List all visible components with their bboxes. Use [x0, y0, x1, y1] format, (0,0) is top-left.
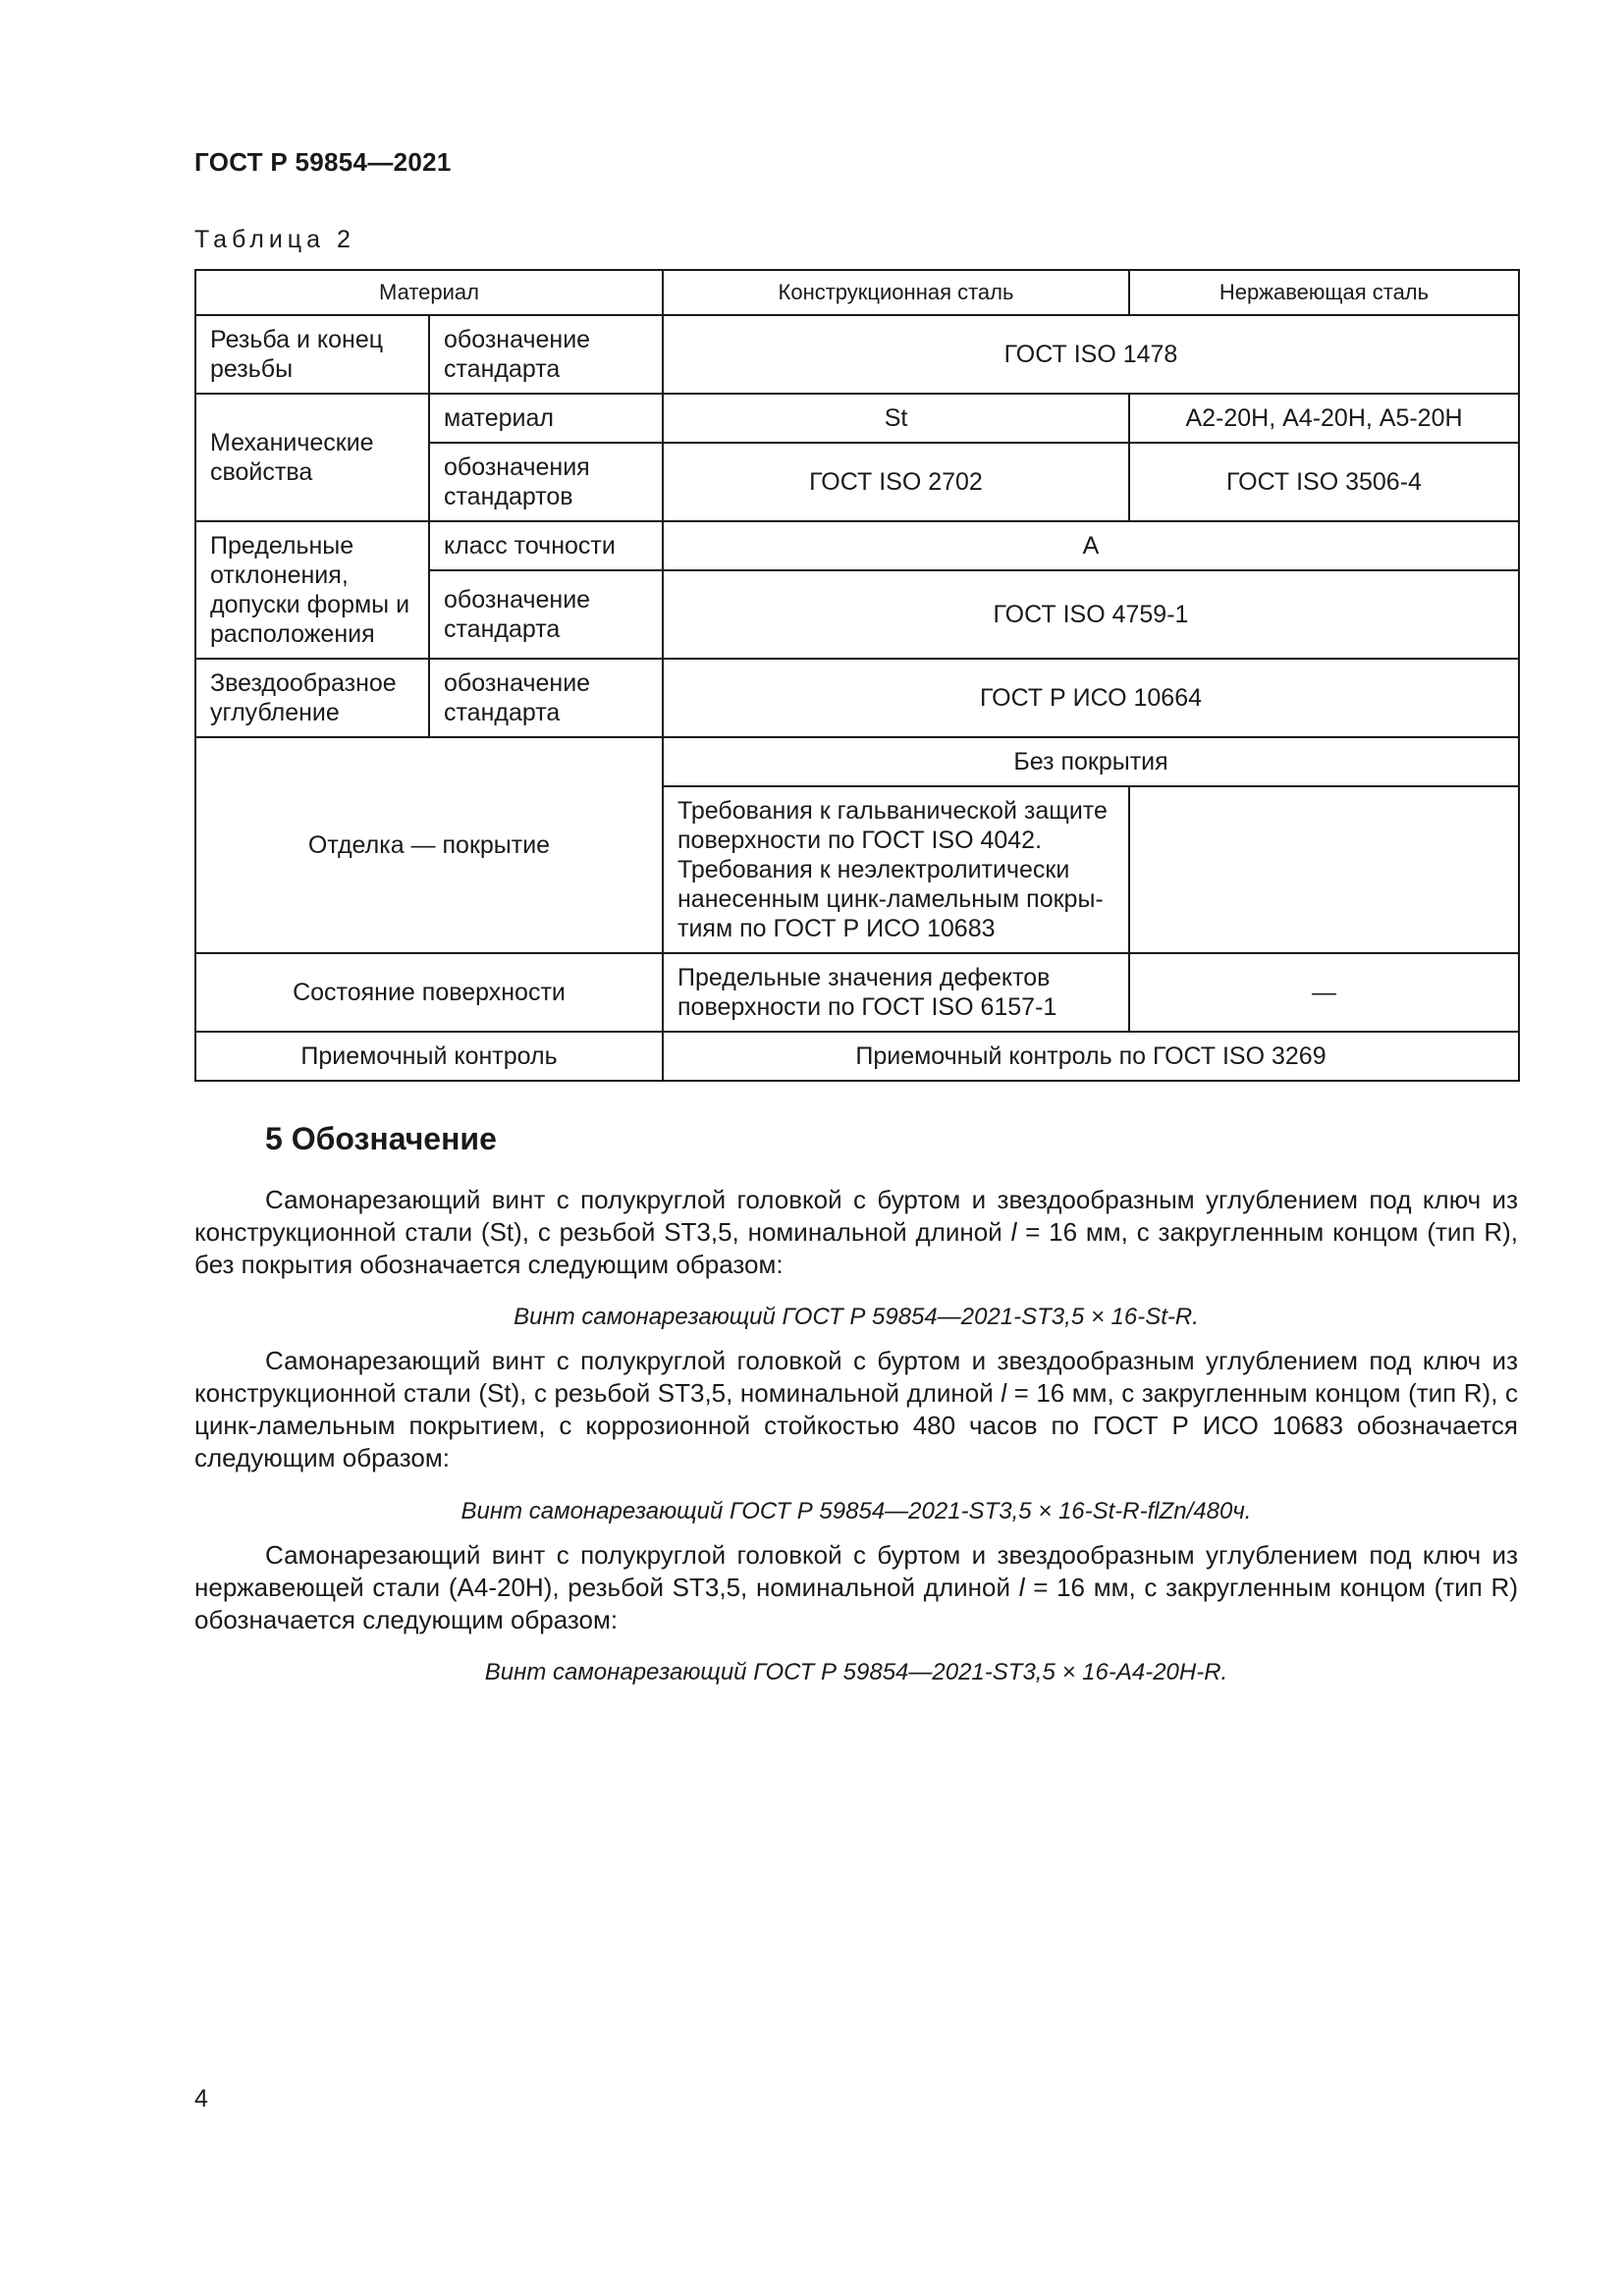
section-title: 5 Обозначение: [265, 1121, 497, 1156]
designation-example-1: Винт самонарезающий ГОСТ Р 59854—2021-ST3,5 × 16-St-R.: [514, 1304, 1199, 1330]
table-row-mechanical-material: [195, 394, 1519, 443]
paragraph-2-length-variable: l: [1001, 1378, 1007, 1408]
cell-finish-common: Без покрытия: [663, 737, 1519, 786]
row-param-mechanical-standards: обозначения стандартов: [429, 443, 663, 521]
page-number: 4: [194, 2085, 208, 2112]
paragraph-2-text-end: = 16 мм, с закругленным концом (тип R), с цинк-ламельным покрытием, с коррозионной стойкостью 480 часов по ГОСТ Р ИСО 10683 обозначается следующим образом:: [194, 1378, 1518, 1472]
cell-stainless-surface: —: [1129, 953, 1519, 1032]
paragraph-1: [194, 1184, 1518, 1281]
paragraph-3: [194, 1539, 1518, 1636]
table-row-thread: [195, 315, 1519, 394]
designation-example-3: Винт самонарезающий ГОСТ Р 59854—2021-ST3,5 × 16-А4-20Н-R.: [484, 1659, 1228, 1685]
row-param-thread-standard: обозначение стандарта: [429, 315, 663, 394]
header-stainless-steel: Нержавеющая сталь: [1129, 270, 1519, 315]
table-row-finish-common: [195, 737, 1519, 786]
header-structural-steel: Конструкционная сталь: [663, 270, 1129, 315]
cell-structural-standard: ГОСТ ISO 2702: [663, 443, 1129, 521]
table-row-tolerance-class: [195, 521, 1519, 570]
cell-stainless-standard: ГОСТ ISO 3506-4: [1129, 443, 1519, 521]
header-material: Материал: [195, 270, 663, 315]
paragraph-2-text-start: Самонарезающий винт с полукруглой головкой с буртом и звездообразным углублением под ключ из конструкционной стали (St), с резьбой ST3,5, номинальной длиной: [194, 1346, 1518, 1408]
row-group-thread: Резьба и конец резьбы: [195, 315, 429, 394]
cell-structural-surface: Предельные значения дефектов поверхности по ГОСТ ISO 6157-1: [663, 953, 1129, 1032]
cell-recess-standard: ГОСТ Р ИСО 10664: [663, 659, 1519, 737]
row-group-acceptance: Приемочный контроль: [195, 1032, 663, 1081]
cell-stainless-finish: [1129, 786, 1519, 953]
table-row-surface: [195, 953, 1519, 1032]
cell-structural-material: St: [663, 394, 1129, 443]
paragraph-1-text-start: Самонарезающий винт с полукруглой головкой с буртом и звездообразным углублением под ключ из конструкционной стали (St), с резьбой ST3,5, номинальной длиной: [194, 1185, 1518, 1247]
cell-structural-finish-requirements: Требования к гальванической защите поверхности по ГОСТ ISO 4042. Требования к неэлектролитически нанесенным цинк-ламельным покры-тиям по ГОСТ Р ИСО 10683: [663, 786, 1129, 953]
cell-acceptance: Приемочный контроль по ГОСТ ISO 3269: [663, 1032, 1519, 1081]
paragraph-1-text-end: = 16 мм, с закругленным концом (тип R), без покрытия обозначается следующим образом:: [194, 1217, 1518, 1279]
designation-example-2: Винт самонарезающий ГОСТ Р 59854—2021-ST3,5 × 16-St-R-flZn/480ч.: [460, 1498, 1252, 1524]
row-group-tolerances: Предельные отклонения, допуски формы и расположения: [195, 521, 429, 659]
paragraph-3-text-start: Самонарезающий винт с полукруглой головкой с буртом и звездообразным углублением под ключ из нержавеющей стали (А4-20Н), резьбой ST3,5, номинальной длиной: [194, 1540, 1518, 1602]
row-group-finish: Отделка — покрытие: [195, 737, 663, 953]
row-param-mechanical-material: материал: [429, 394, 663, 443]
row-group-mechanical: Механические свойства: [195, 394, 429, 521]
table-row-recess: [195, 659, 1519, 737]
row-param-accuracy-class: класс точности: [429, 521, 663, 570]
row-group-surface: Состояние поверхности: [195, 953, 663, 1032]
cell-tolerance-standard: ГОСТ ISO 4759-1: [663, 570, 1519, 659]
row-param-tolerance-standard: обозначение стандарта: [429, 570, 663, 659]
paragraph-3-text-end: = 16 мм, с закругленным концом (тип R) обозначается следующим образом:: [194, 1573, 1518, 1634]
table-header-row: [195, 270, 1519, 315]
cell-accuracy-class: А: [663, 521, 1519, 570]
document-code-header: ГОСТ Р 59854—2021: [194, 147, 452, 177]
paragraph-2: [194, 1345, 1518, 1474]
table-caption: Таблица 2: [194, 226, 355, 253]
row-group-recess: Звездообразное углубление: [195, 659, 429, 737]
cell-stainless-material: А2-20Н, А4-20Н, А5-20Н: [1129, 394, 1519, 443]
cell-thread-standard: ГОСТ ISO 1478: [663, 315, 1519, 394]
specification-table: [194, 269, 1520, 1082]
table-row-acceptance: [195, 1032, 1519, 1081]
row-param-recess-standard: обозначение стандарта: [429, 659, 663, 737]
paragraph-3-length-variable: l: [1018, 1573, 1025, 1602]
paragraph-1-length-variable: l: [1010, 1217, 1017, 1247]
